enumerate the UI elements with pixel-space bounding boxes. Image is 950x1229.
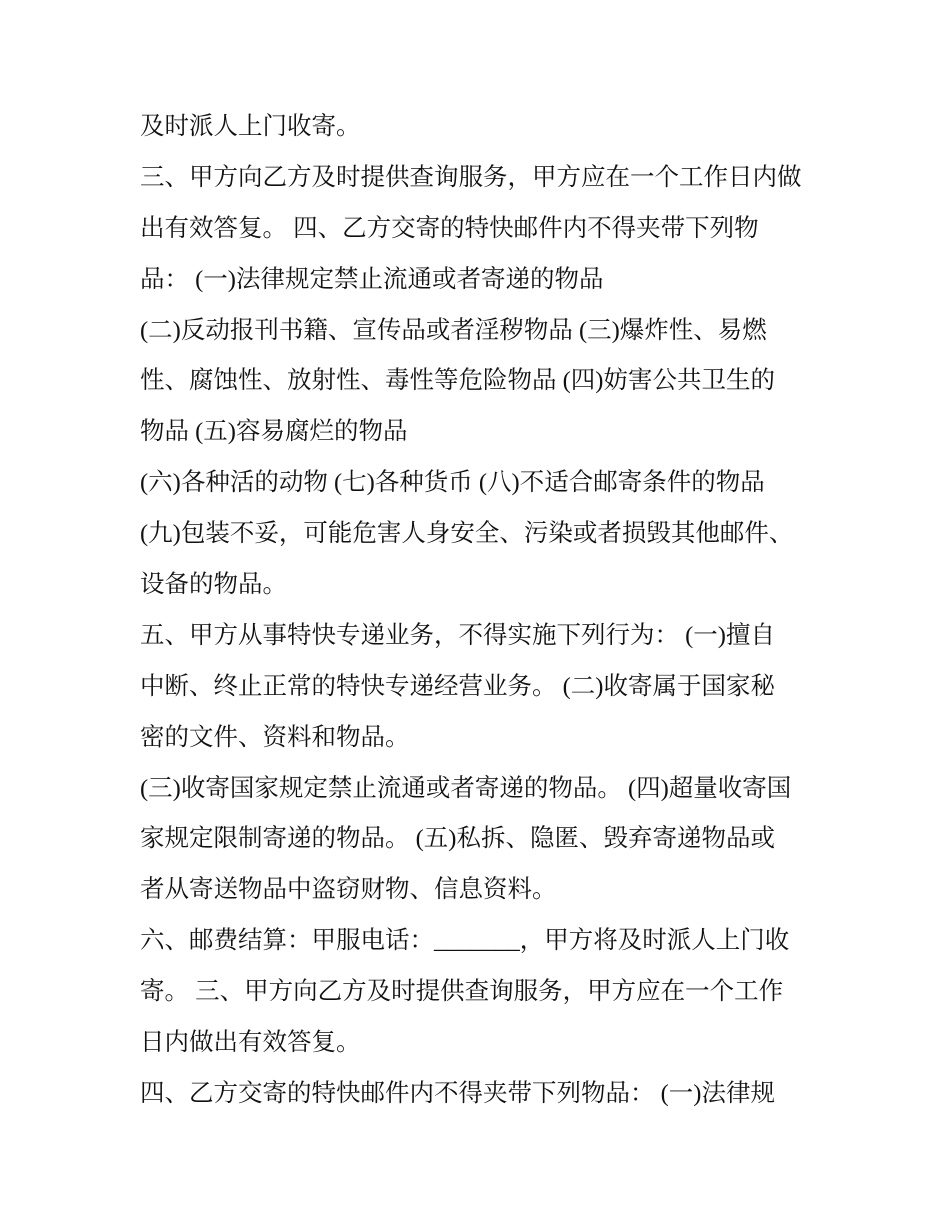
text-line: 设备的物品。 bbox=[140, 571, 287, 599]
text-line: (三)收寄国家规定禁止流通或者寄递的物品。 (四)超量收寄国 bbox=[140, 774, 792, 802]
text-line: (二)反动报刊书籍、宣传品或者淫秽物品 (三)爆炸性、易燃 bbox=[140, 316, 767, 344]
text-line: 物品 (五)容易腐烂的物品 bbox=[140, 418, 408, 446]
text-line: 品： (一)法律规定禁止流通或者寄递的物品 bbox=[140, 265, 604, 293]
text-line: 六、邮费结算：甲服电话：_______，甲方将及时派人上门收 bbox=[140, 927, 790, 955]
text-line: 及时派人上门收寄。 bbox=[140, 113, 361, 140]
text-line: 中断、终止正常的特快专递经营业务。 (二)收寄属于国家秘 bbox=[140, 672, 775, 700]
text-line: 四、乙方交寄的特快邮件内不得夹带下列物品： (一)法律规 bbox=[140, 1079, 775, 1107]
text-line: 五、甲方从事特快专递业务，不得实施下列行为： (一)擅自 bbox=[140, 621, 775, 649]
text-line: 密的文件、资料和物品。 bbox=[140, 723, 410, 751]
text-line: 寄。 三、甲方向乙方及时提供查询服务，甲方应在一个工作 bbox=[140, 978, 784, 1006]
text-line: 者从寄送物品中盗窃财物、信息资料。 bbox=[140, 876, 557, 904]
text-line: 性、腐蚀性、放射性、毒性等危险物品 (四)妨害公共卫生的 bbox=[140, 367, 775, 395]
text-line: 家规定限制寄递的物品。 (五)私拆、隐匿、毁弃寄递物品或 bbox=[140, 825, 775, 853]
text-line: 出有效答复。 四、乙方交寄的特快邮件内不得夹带下列物 bbox=[140, 214, 759, 242]
text-line: (六)各种活的动物 (七)各种货币 (八)不适合邮寄条件的物品 bbox=[140, 469, 765, 497]
document-body bbox=[140, 102, 830, 1120]
text-line: (九)包装不妥，可能危害人身安全、污染或者损毁其他邮件、 bbox=[140, 520, 794, 548]
text-line: 日内做出有效答复。 bbox=[140, 1029, 361, 1057]
text-line: 三、甲方向乙方及时提供查询服务，甲方应在一个工作日内做 bbox=[140, 163, 802, 191]
